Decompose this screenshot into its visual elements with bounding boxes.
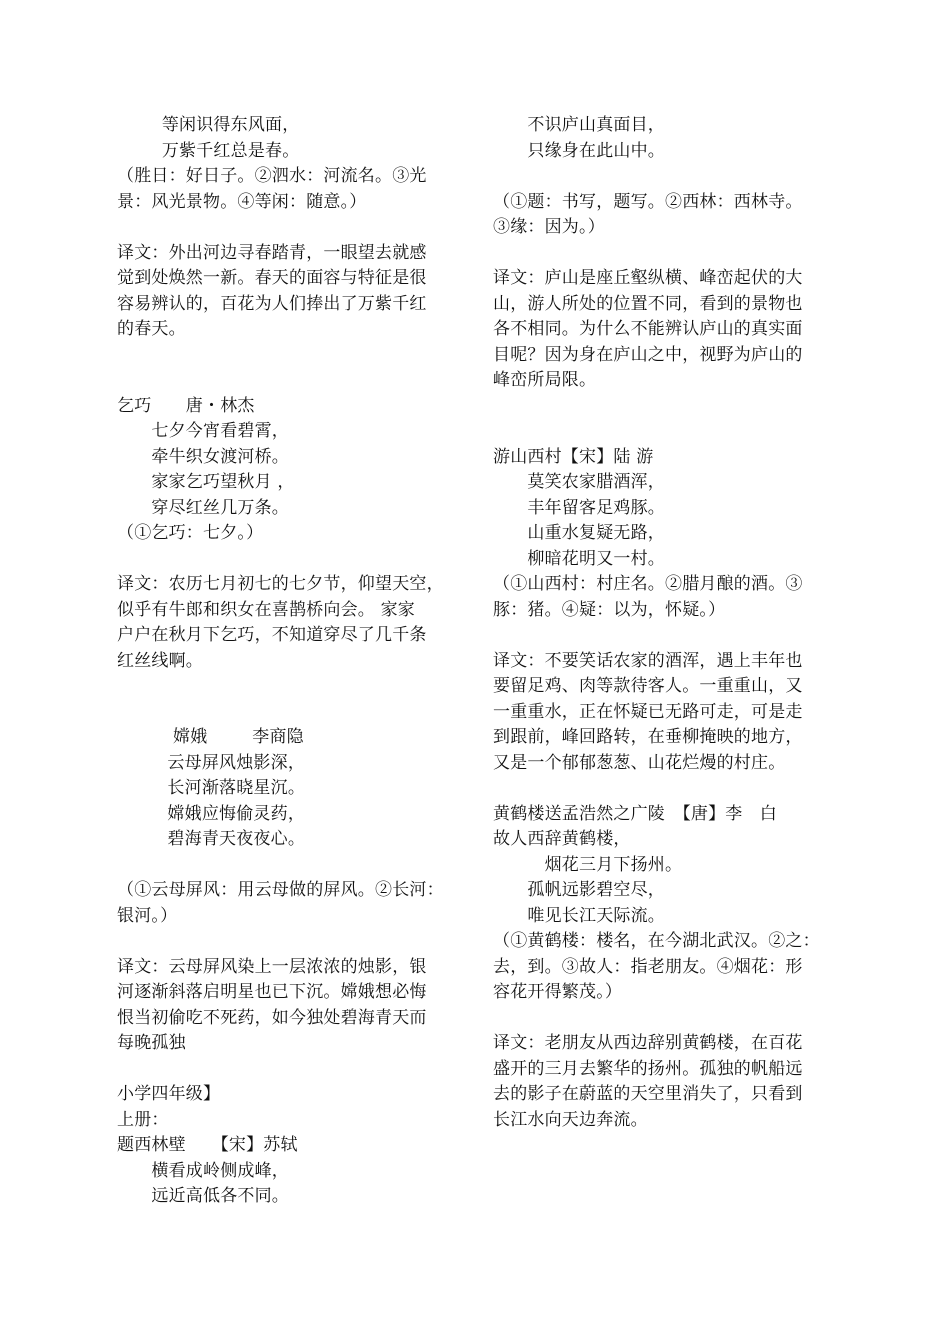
blank-line [117, 674, 462, 700]
text-line: 容易辨认的，百花为人们捧出了万紫千红 [117, 293, 427, 314]
text-line: （①云母屏风：用云母做的屏风。②长河： [117, 880, 444, 900]
text-line: 牵牛织女渡河桥。 [117, 446, 289, 467]
text-line: 万紫千红总是春。 [117, 140, 300, 161]
text-line: 穿尽红丝几万条。 [117, 497, 289, 518]
text-line: 去的影子在蔚蓝的天空里消失了，只看到 [493, 1084, 803, 1104]
text-line: 小学四年级】 [117, 1084, 221, 1104]
text-line: 柳暗花明又一村。 [493, 548, 665, 569]
text-line: 黄鹤楼送孟浩然之广陵 【唐】李 白 [493, 803, 777, 824]
blank-line [493, 164, 838, 190]
text-line: 每晚孤独 [117, 1033, 186, 1053]
text-line: 山，游人所处的位置不同，看到的景物也 [493, 293, 803, 314]
text-line: 要留足鸡、肉等款待客人。一重重山，又 [493, 676, 803, 696]
text-line: 横看成岭侧成峰， [117, 1160, 289, 1181]
text-line: 觉到处焕然一新。春天的面容与特征是很 [117, 268, 427, 288]
text-line: （①山西村：村庄名。②腊月酿的酒。③ [493, 574, 803, 594]
text-line: 户户在秋月下乞巧，不知道穿尽了几千条 [117, 625, 427, 645]
text-line: 远近高低各不同。 [117, 1186, 289, 1206]
blank-line [117, 1057, 462, 1083]
text-line: 似乎有牛郎和织女在喜鹊桥向会。 家家 [117, 599, 416, 620]
text-line: 云母屏风烛影深， [117, 752, 306, 773]
text-line: 景：风光景物。④等闲：随意。） [117, 191, 367, 212]
text-line: 唯见长江天际流。 [493, 905, 665, 926]
text-line: （①黄鹤楼：楼名，在今湖北武汉。②之： [493, 931, 820, 951]
text-line: 家家乞巧望秋月 ， [117, 472, 295, 492]
text-line: 上册： [117, 1109, 169, 1130]
text-line: 莫笑农家腊酒浑， [493, 472, 665, 492]
text-line: 容花开得繁茂。） [493, 982, 623, 1002]
text-line: 嫦娥 李商隐 [117, 727, 304, 747]
text-line: 长江水向天边奔流。 [493, 1109, 648, 1130]
text-line: 孤帆远影碧空尽， [493, 880, 665, 900]
left-column [117, 113, 462, 1210]
blank-line [493, 419, 838, 445]
blank-line [117, 853, 462, 879]
text-line: 银河。） [117, 905, 178, 926]
blank-line [117, 343, 462, 369]
blank-line [117, 368, 462, 394]
text-line: 目呢？因为身在庐山之中，视野为庐山的 [493, 344, 803, 365]
text-line: 只缘身在此山中。 [493, 140, 665, 161]
blank-line [493, 1006, 838, 1032]
text-line: 丰年留客足鸡豚。 [493, 497, 665, 518]
text-line: 不识庐山真面目， [493, 115, 665, 135]
text-line: （①题：书写，题写。②西林：西林寺。 [493, 191, 803, 212]
text-line: 碧海青天夜夜心。 [117, 829, 306, 849]
text-line: 嫦娥应悔偷灵药， [117, 803, 306, 824]
text-line: （①乞巧：七夕。） [117, 523, 264, 543]
blank-line [493, 776, 838, 802]
text-line: 到跟前，峰回路转，在垂柳掩映的地方， [493, 727, 803, 747]
text-line: 乞巧 唐・林杰 [117, 395, 255, 416]
text-line: 各不相同。为什么不能辨认庐山的真实面 [493, 319, 803, 339]
blank-line [117, 215, 462, 241]
text-line: 豚：猪。④疑：以为，怀疑。） [493, 599, 726, 620]
text-line: 峰峦所局限。 [493, 370, 597, 390]
text-line: 长河渐落晓星沉。 [117, 778, 306, 798]
blank-line [117, 929, 462, 955]
text-line: 又是一个郁郁葱葱、山花烂熳的村庄。 [493, 752, 786, 773]
text-line: 译文：外出河边寻春踏青，一眼望去就感 [117, 242, 427, 263]
text-line: 红丝线啊。 [117, 650, 203, 671]
text-line: 等闲识得东风面， [117, 115, 300, 135]
blank-line [493, 241, 838, 267]
text-line: 去，到。③故人：指老朋友。④烟花：形 [493, 956, 803, 977]
text-line: 七夕今宵看碧霄， [117, 421, 289, 441]
text-line: 山重水复疑无路， [493, 523, 665, 543]
blank-line [117, 547, 462, 573]
text-line: 译文：老朋友从西边辞别黄鹤楼，在百花 [493, 1033, 803, 1053]
text-line: 题西林壁 【宋】苏轼 [117, 1135, 298, 1155]
text-line: 译文：农历七月初七的七夕节，仰望天空， [117, 574, 444, 594]
text-line: 河逐渐斜落启明星也已下沉。嫦娥想必悔 [117, 982, 427, 1002]
blank-line [493, 394, 838, 420]
text-line: 译文：庐山是座丘壑纵横、峰峦起伏的大 [493, 268, 803, 288]
text-line: ③缘：因为。） [493, 217, 605, 237]
text-line: 烟花三月下扬州。 [493, 854, 683, 875]
text-line: 译文：云母屏风染上一层浓浓的烛影，银 [117, 956, 427, 977]
right-column [493, 113, 838, 1133]
text-line: 盛开的三月去繁华的扬州。孤独的帆船远 [493, 1058, 803, 1079]
blank-line [493, 623, 838, 649]
text-line: 故人西辞黄鹤楼， [493, 829, 631, 849]
text-line: （胜日：好日子。②泗水：河流名。③光 [117, 166, 427, 186]
text-line: 一重重水，正在怀疑已无路可走，可是走 [493, 701, 803, 722]
blank-line [117, 700, 462, 726]
text-line: 游山西村【宋】陆 游 [493, 446, 654, 467]
text-line: 恨当初偷吃不死药，如今独处碧海青天而 [117, 1007, 427, 1028]
text-line: 译文：不要笑话农家的酒浑，遇上丰年也 [493, 650, 803, 671]
text-line: 的春天。 [117, 319, 186, 339]
